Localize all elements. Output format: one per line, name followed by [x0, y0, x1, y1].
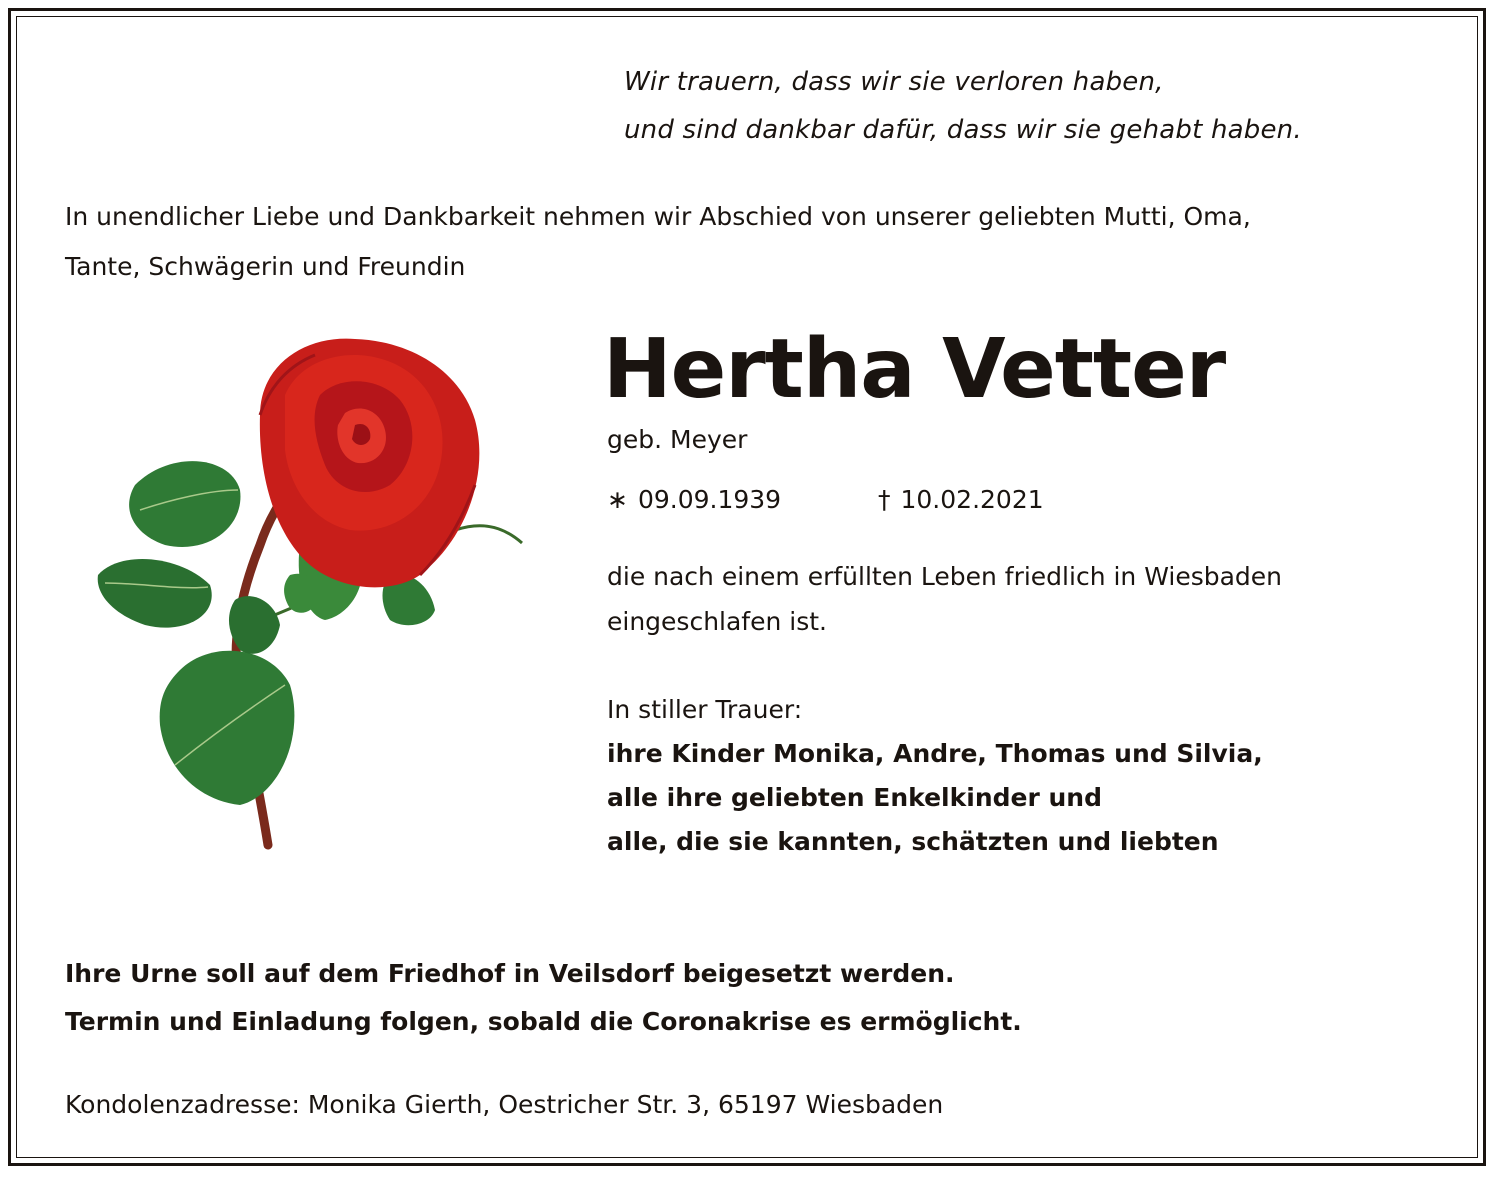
memorial-quote — [624, 58, 1302, 154]
mourners-block — [607, 688, 1263, 864]
death-date-line — [878, 480, 1044, 520]
condolence-address: Kondolenzadresse: Monika Gierth, Oestricher Str. 3, 65197 Wiesbaden — [65, 1090, 944, 1119]
quote-line-1: Wir trauern, dass wir sie verloren haben, — [624, 67, 1164, 97]
birth-symbol-icon: ∗ — [607, 485, 628, 514]
passing-text — [607, 554, 1282, 644]
mourners-line-1: ihre Kinder Monika, Andre, Thomas und Silvia, — [607, 739, 1263, 768]
mourners-line-3: alle, die sie kannten, schätzten und liebten — [607, 827, 1219, 856]
passing-line-1: die nach einem erfüllten Leben friedlich in Wiesbaden — [607, 562, 1283, 591]
passing-line-2: eingeschlafen ist. — [607, 607, 827, 636]
intro-line-2: Tante, Schwägerin und Freundin — [65, 252, 466, 281]
intro-text — [65, 192, 1251, 292]
deceased-name: Hertha Vetter — [603, 322, 1226, 417]
maiden-name: geb. Meyer — [607, 425, 748, 454]
mourners-heading: In stiller Trauer: — [607, 695, 803, 724]
death-cross-icon: † — [878, 485, 891, 514]
death-date: 10.02.2021 — [900, 485, 1044, 514]
red-rose-icon — [90, 325, 530, 855]
birth-date-line — [607, 480, 781, 520]
quote-line-2: und sind dankbar dafür, dass wir sie gehabt haben. — [624, 115, 1302, 145]
mourners-line-2: alle ihre geliebten Enkelkinder und — [607, 783, 1102, 812]
intro-line-1: In unendlicher Liebe und Dankbarkeit nehmen wir Abschied von unserer geliebten Mutti, Oma, — [65, 202, 1251, 231]
burial-notice — [65, 950, 1022, 1046]
burial-line-1: Ihre Urne soll auf dem Friedhof in Veilsdorf beigesetzt werden. — [65, 959, 955, 988]
burial-line-2: Termin und Einladung folgen, sobald die Coronakrise es ermöglicht. — [65, 1007, 1022, 1036]
birth-date: 09.09.1939 — [637, 485, 782, 514]
